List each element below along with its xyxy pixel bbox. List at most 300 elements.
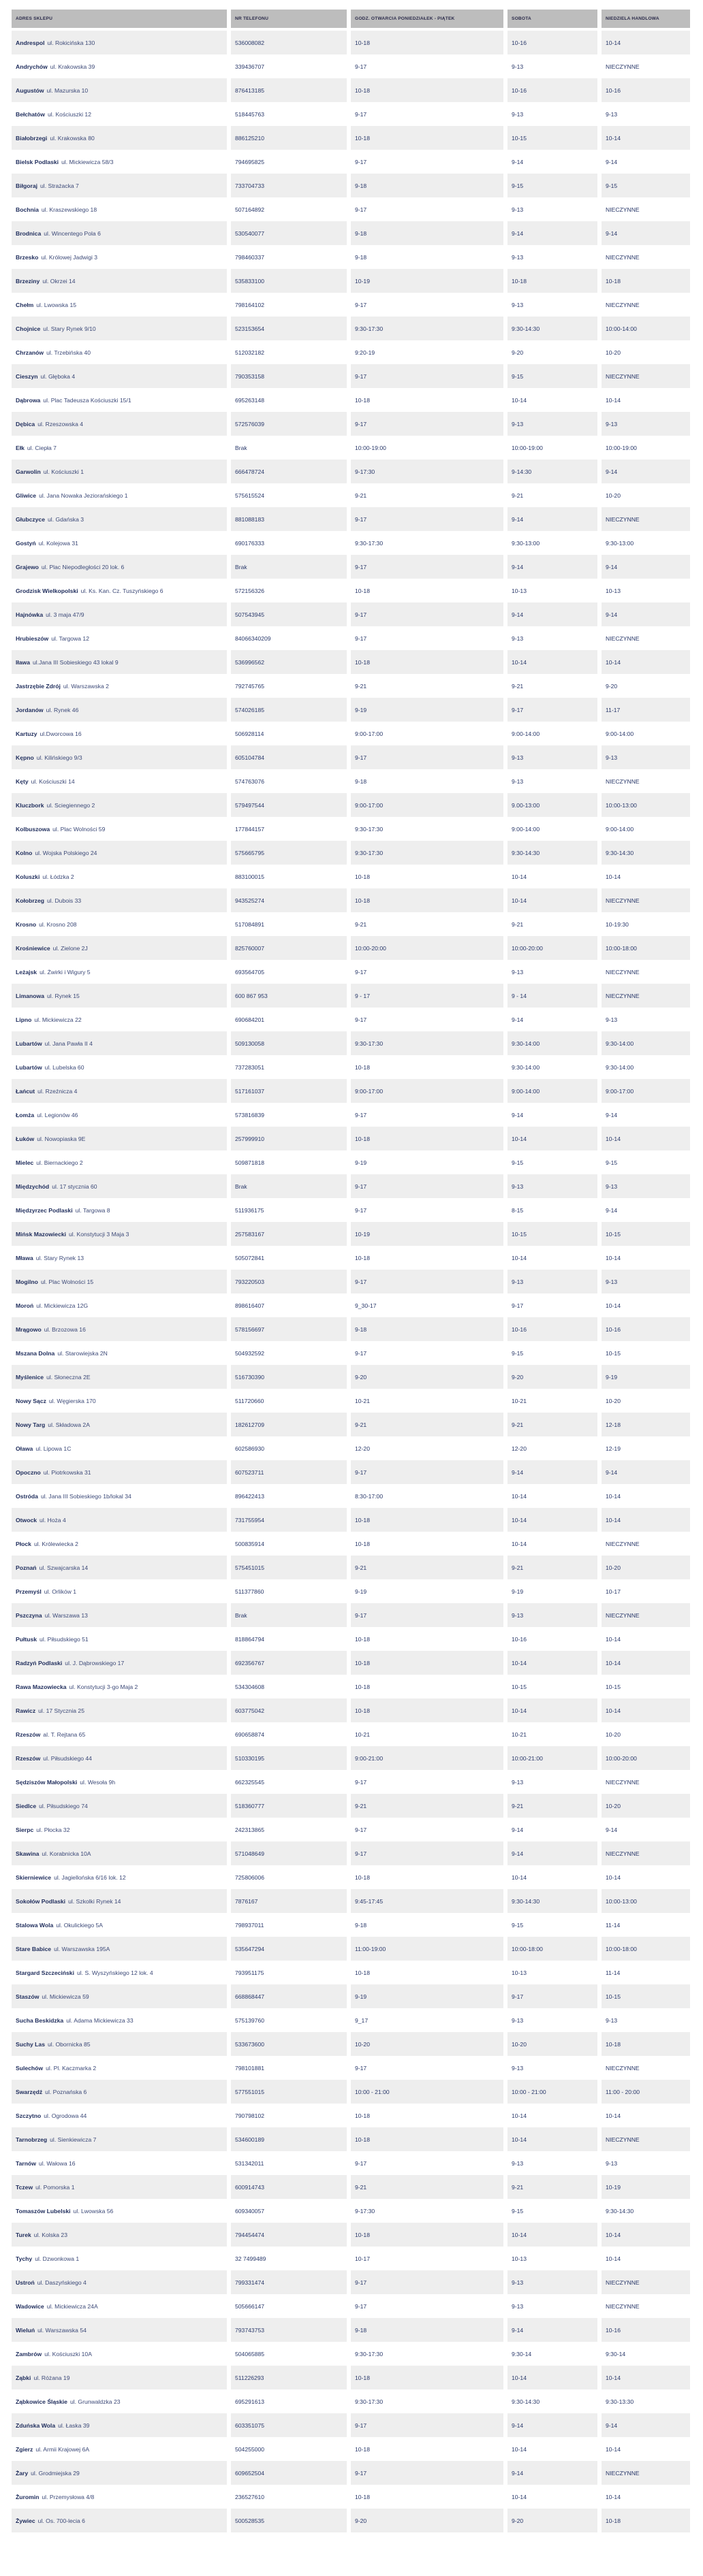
store-address-cell xyxy=(12,126,227,150)
store-address-cell xyxy=(12,1579,227,1603)
store-street: ul. Konstytucji 3 Maja 3 xyxy=(69,1230,129,1238)
store-street: ul. Jana Pawła II 4 xyxy=(44,1040,93,1047)
store-city: Lipno xyxy=(16,1016,32,1023)
store-street: ul. Piłsudskiego 74 xyxy=(39,1802,88,1809)
sunday-hours: 10-14 xyxy=(602,2247,690,2270)
store-phone: 609652504 xyxy=(231,2461,347,2485)
sunday-hours: NIECZYNNE xyxy=(602,2294,690,2318)
table-row xyxy=(12,1818,690,1841)
store-phone: 7876167 xyxy=(231,1889,347,1913)
store-phone: 535833100 xyxy=(231,269,347,293)
weekday-hours: 9-17 xyxy=(351,1174,503,1198)
sunday-hours: 10-18 xyxy=(602,2032,690,2056)
store-city: Chojnice xyxy=(16,325,41,332)
store-street: ul. Plac Tadeusza Kościuszki 15/1 xyxy=(43,396,131,404)
saturday-hours: 9-20 xyxy=(507,340,597,364)
sunday-hours: 9-20 xyxy=(602,674,690,698)
table-row xyxy=(12,197,690,221)
store-address-cell xyxy=(12,912,227,936)
table-row xyxy=(12,2175,690,2199)
table-row xyxy=(12,2294,690,2318)
saturday-hours: 9-14 xyxy=(507,2318,597,2342)
store-address-cell xyxy=(12,2366,227,2389)
sunday-hours: 10-14 xyxy=(602,126,690,150)
table-row xyxy=(12,1436,690,1460)
saturday-hours: 10-14 xyxy=(507,2127,597,2151)
weekday-hours: 9_30-17 xyxy=(351,1293,503,1317)
saturday-hours: 10:00-18:00 xyxy=(507,1937,597,1961)
sunday-hours: 10-15 xyxy=(602,1222,690,1246)
store-city: Ełk xyxy=(16,444,25,451)
saturday-hours: 9-14 xyxy=(507,1008,597,1031)
store-phone: 531342011 xyxy=(231,2151,347,2175)
store-address-cell xyxy=(12,769,227,793)
store-address-cell xyxy=(12,674,227,698)
sunday-hours: 9-14 xyxy=(602,555,690,579)
sunday-hours: 9-13 xyxy=(602,1270,690,1293)
store-phone: 530540077 xyxy=(231,221,347,245)
table-row xyxy=(12,865,690,888)
store-street: ul. Rokicińska 130 xyxy=(47,39,95,46)
store-street: ul. Rynek 46 xyxy=(46,706,79,713)
store-address-cell xyxy=(12,1341,227,1365)
store-street: ul. Nowopiaska 9E xyxy=(37,1135,86,1142)
table-row xyxy=(12,1675,690,1698)
saturday-hours: 10-14 xyxy=(507,1484,597,1508)
table-row xyxy=(12,1150,690,1174)
store-street: ul. Wałowa 16 xyxy=(38,2159,76,2167)
store-street: ul. Plac Wolności 59 xyxy=(52,825,106,833)
store-address-cell xyxy=(12,1031,227,1055)
saturday-hours: 9-15 xyxy=(507,1341,597,1365)
table-row xyxy=(12,531,690,555)
store-address-cell xyxy=(12,1293,227,1317)
store-street: ul. Pomorska 1 xyxy=(35,2183,75,2191)
store-street: ul. Warszawska 195A xyxy=(54,1945,110,1952)
table-row xyxy=(12,1079,690,1103)
table-row xyxy=(12,1055,690,1079)
weekday-hours: 10-18 xyxy=(351,650,503,674)
saturday-hours: 9-13 xyxy=(507,626,597,650)
saturday-hours: 10-14 xyxy=(507,2223,597,2247)
store-street: ul. Piłsudskiego 51 xyxy=(40,1635,89,1643)
weekday-hours: 9-19 xyxy=(351,1579,503,1603)
store-city: Szczytno xyxy=(16,2112,42,2119)
store-phone: 84066340209 xyxy=(231,626,347,650)
store-city: Turek xyxy=(16,2231,31,2238)
store-street: ul. Żwirki i Wigury 5 xyxy=(40,968,91,976)
store-city: Rawicz xyxy=(16,1707,36,1714)
weekday-hours: 9-19 xyxy=(351,698,503,722)
sunday-hours: 10-14 xyxy=(602,1484,690,1508)
sunday-hours: 10-16 xyxy=(602,1317,690,1341)
store-street: ul. Ks. Kan. Cz. Tuszyńskiego 6 xyxy=(80,587,163,594)
store-street: ul. Różana 19 xyxy=(33,2374,70,2381)
table-row xyxy=(12,269,690,293)
store-phone: 257999910 xyxy=(231,1127,347,1150)
store-city: Brzesko xyxy=(16,253,39,261)
saturday-hours: 9-21 xyxy=(507,1794,597,1818)
store-phone: 507543945 xyxy=(231,602,347,626)
store-street: ul. Plac Niepodległości 20 lok. 6 xyxy=(41,563,125,570)
saturday-hours: 9-13 xyxy=(507,1174,597,1198)
sunday-hours: 9-13 xyxy=(602,1174,690,1198)
store-city: Limanowa xyxy=(16,992,45,999)
store-address-cell xyxy=(12,78,227,102)
store-street: ul. Kraszewskiego 18 xyxy=(41,206,97,213)
weekday-hours: 10-18 xyxy=(351,888,503,912)
saturday-hours: 9-15 xyxy=(507,1150,597,1174)
table-row xyxy=(12,769,690,793)
store-address-cell xyxy=(12,150,227,174)
sunday-hours: 9-14 xyxy=(602,1460,690,1484)
store-city: Tarnów xyxy=(16,2159,36,2167)
weekday-hours: 10-18 xyxy=(351,865,503,888)
store-address-cell xyxy=(12,1413,227,1436)
table-row xyxy=(12,1008,690,1031)
store-phone: 790798102 xyxy=(231,2104,347,2127)
store-address-cell xyxy=(12,1246,227,1270)
store-street: ul. Strażacka 7 xyxy=(40,182,79,189)
sunday-hours: 9-13 xyxy=(602,2008,690,2032)
table-row xyxy=(12,1317,690,1341)
store-city: Mielec xyxy=(16,1159,34,1166)
store-street: ul. Daszyńskiego 4 xyxy=(37,2279,87,2286)
store-street: ul. Mickiewicza 58/3 xyxy=(61,158,114,165)
sunday-hours: NIECZYNNE xyxy=(602,1532,690,1556)
saturday-hours: 10-15 xyxy=(507,1675,597,1698)
store-address-cell xyxy=(12,602,227,626)
sunday-hours: 9:30-13:30 xyxy=(602,2389,690,2413)
store-phone: 668868447 xyxy=(231,1984,347,2008)
saturday-hours: 9-15 xyxy=(507,174,597,197)
table-row xyxy=(12,483,690,507)
table-body xyxy=(12,31,690,2532)
weekday-hours: 9-17 xyxy=(351,1818,503,1841)
weekday-hours: 9-17:30 xyxy=(351,460,503,483)
store-street: ul. Wincentego Pola 6 xyxy=(44,229,101,237)
weekday-hours: 10-18 xyxy=(351,1675,503,1698)
store-address-cell xyxy=(12,412,227,436)
weekday-hours: 9-17 xyxy=(351,150,503,174)
store-phone: 896422413 xyxy=(231,1484,347,1508)
saturday-hours: 9-15 xyxy=(507,364,597,388)
saturday-hours: 10-14 xyxy=(507,1651,597,1675)
store-phone: 733704733 xyxy=(231,174,347,197)
store-phone: 603351075 xyxy=(231,2413,347,2437)
store-city: Opoczno xyxy=(16,1468,41,1476)
table-row xyxy=(12,1341,690,1365)
store-phone: 574763076 xyxy=(231,769,347,793)
store-phone: 523153654 xyxy=(231,317,347,340)
store-street: ul.Jana III Sobieskiego 43 lokal 9 xyxy=(33,658,119,666)
sunday-hours: NIECZYNNE xyxy=(602,960,690,984)
weekday-hours: 9-18 xyxy=(351,1317,503,1341)
store-phone: Brak xyxy=(231,555,347,579)
store-city: Poznań xyxy=(16,1564,37,1571)
store-city: Mińsk Mazowiecki xyxy=(16,1230,67,1238)
store-phone: 575139760 xyxy=(231,2008,347,2032)
store-street: ul. Trzebińska 40 xyxy=(46,349,91,356)
weekday-hours: 9:00-21:00 xyxy=(351,1746,503,1770)
store-address-cell xyxy=(12,2104,227,2127)
saturday-hours: 9:00-14:00 xyxy=(507,817,597,841)
saturday-hours: 9-21 xyxy=(507,912,597,936)
table-row xyxy=(12,1103,690,1127)
table-row xyxy=(12,293,690,317)
store-street: ul. Łódzka 2 xyxy=(42,873,74,880)
store-address-cell xyxy=(12,1675,227,1698)
store-phone: 511720660 xyxy=(231,1389,347,1413)
store-phone: 602586930 xyxy=(231,1436,347,1460)
store-city: Pszczyna xyxy=(16,1611,42,1619)
store-phone: 600 867 953 xyxy=(231,984,347,1008)
weekday-hours: 10-18 xyxy=(351,388,503,412)
table-row xyxy=(12,793,690,817)
store-city: Lubartów xyxy=(16,1040,42,1047)
store-street: ul. Kościuszki 12 xyxy=(47,110,91,118)
store-phone: 798937011 xyxy=(231,1913,347,1937)
sunday-hours: NIECZYNNE xyxy=(602,2056,690,2080)
weekday-hours: 10-18 xyxy=(351,2437,503,2461)
weekday-hours: 9-17 xyxy=(351,507,503,531)
store-address-cell xyxy=(12,31,227,54)
table-row xyxy=(12,1031,690,1055)
weekday-hours: 9-19 xyxy=(351,1150,503,1174)
saturday-hours: 10-13 xyxy=(507,2247,597,2270)
saturday-hours: 9:00-14:00 xyxy=(507,1079,597,1103)
store-street: ul. Piłsudskiego 44 xyxy=(43,1754,92,1762)
sunday-hours: 10-17 xyxy=(602,1579,690,1603)
weekday-hours: 10-18 xyxy=(351,1532,503,1556)
store-city: Skierniewice xyxy=(16,1873,52,1881)
store-phone: 572156326 xyxy=(231,579,347,602)
weekday-hours: 10-21 xyxy=(351,1722,503,1746)
store-city: Zduńska Wola xyxy=(16,2421,56,2429)
weekday-hours: 9-20 xyxy=(351,2509,503,2532)
weekday-hours: 10-18 xyxy=(351,1246,503,1270)
store-city: Kołobrzeg xyxy=(16,897,45,904)
table-row xyxy=(12,2342,690,2366)
store-phone: 793951175 xyxy=(231,1961,347,1984)
weekday-hours: 9:30-17:30 xyxy=(351,2342,503,2366)
store-street: ul. Wojska Polskiego 24 xyxy=(35,849,97,856)
weekday-hours: 9-17 xyxy=(351,1008,503,1031)
sunday-hours: 10-14 xyxy=(602,2437,690,2461)
store-phone: 609340057 xyxy=(231,2199,347,2223)
table-row xyxy=(12,1413,690,1436)
saturday-hours: 9:30-13:00 xyxy=(507,531,597,555)
store-street: ul. Stary Rynek 13 xyxy=(35,1254,84,1261)
store-street: ul. Brzozowa 16 xyxy=(44,1325,86,1333)
table-row xyxy=(12,841,690,865)
store-city: Mogilno xyxy=(16,1278,38,1285)
table-row xyxy=(12,936,690,960)
weekday-hours: 9:30-17:30 xyxy=(351,2389,503,2413)
store-city: Rzeszów xyxy=(16,1730,41,1738)
table-row xyxy=(12,507,690,531)
weekday-hours: 9-21 xyxy=(351,483,503,507)
weekday-hours: 12-20 xyxy=(351,1436,503,1460)
weekday-hours: 9-21 xyxy=(351,1413,503,1436)
weekday-hours: 11:00-19:00 xyxy=(351,1937,503,1961)
weekday-hours: 10:00 - 21:00 xyxy=(351,2080,503,2104)
store-phone: 883100015 xyxy=(231,865,347,888)
weekday-hours: 9:45-17:45 xyxy=(351,1889,503,1913)
weekday-hours: 9-17 xyxy=(351,2056,503,2080)
store-city: Ostróda xyxy=(16,1492,38,1500)
saturday-hours: 9-14:30 xyxy=(507,460,597,483)
weekday-hours: 10-18 xyxy=(351,31,503,54)
saturday-hours: 9-13 xyxy=(507,412,597,436)
store-address-cell xyxy=(12,1055,227,1079)
store-phone: 600914743 xyxy=(231,2175,347,2199)
store-street: ul. Grunwaldzka 23 xyxy=(69,2398,121,2405)
table-row xyxy=(12,1484,690,1508)
sunday-hours: 9:00-17:00 xyxy=(602,1079,690,1103)
store-street: ul. Lwowska 15 xyxy=(36,301,77,308)
sunday-hours: 9-13 xyxy=(602,102,690,126)
sunday-hours: 9-14 xyxy=(602,602,690,626)
table-row xyxy=(12,1556,690,1579)
store-address-cell xyxy=(12,1103,227,1127)
store-city: Tarnobrzeg xyxy=(16,2136,48,2143)
store-phone: 574026185 xyxy=(231,698,347,722)
store-phone: 518445763 xyxy=(231,102,347,126)
store-phone: 534600189 xyxy=(231,2127,347,2151)
store-city: Andrespol xyxy=(16,39,45,46)
store-phone: 799331474 xyxy=(231,2270,347,2294)
store-city: Krosno xyxy=(16,920,37,928)
saturday-hours: 10-16 xyxy=(507,31,597,54)
store-address-cell xyxy=(12,1365,227,1389)
saturday-hours: 10:00-19:00 xyxy=(507,436,597,460)
table-row xyxy=(12,2247,690,2270)
saturday-hours: 10-21 xyxy=(507,1389,597,1413)
sunday-hours: 10-16 xyxy=(602,2318,690,2342)
store-address-cell xyxy=(12,1794,227,1818)
store-phone: 798460337 xyxy=(231,245,347,269)
table-row xyxy=(12,626,690,650)
saturday-hours: 9-21 xyxy=(507,2175,597,2199)
store-city: Sulechów xyxy=(16,2064,44,2072)
store-address-cell xyxy=(12,388,227,412)
weekday-hours: 9-17 xyxy=(351,1770,503,1794)
weekday-hours: 9-18 xyxy=(351,1913,503,1937)
table-row xyxy=(12,1579,690,1603)
table-row xyxy=(12,1270,690,1293)
table-row xyxy=(12,722,690,745)
store-city: Bielsk Podlaski xyxy=(16,158,59,165)
store-address-cell xyxy=(12,2008,227,2032)
saturday-hours: 10-14 xyxy=(507,388,597,412)
sunday-hours: NIECZYNNE xyxy=(602,769,690,793)
saturday-hours: 10-14 xyxy=(507,1698,597,1722)
store-city: Skawina xyxy=(16,1850,40,1857)
store-city: Sucha Beskidzka xyxy=(16,2016,64,2024)
saturday-hours: 9-14 xyxy=(507,2461,597,2485)
table-row xyxy=(12,2413,690,2437)
table-row xyxy=(12,984,690,1008)
saturday-hours: 10-14 xyxy=(507,1508,597,1532)
store-address-cell xyxy=(12,2080,227,2104)
store-phone: 339436707 xyxy=(231,54,347,78)
saturday-hours: 9-13 xyxy=(507,197,597,221)
store-phone: 577551015 xyxy=(231,2080,347,2104)
sunday-hours: 10-20 xyxy=(602,1556,690,1579)
store-street: ul. Adama Mickiewicza 33 xyxy=(66,2016,134,2024)
store-address-cell xyxy=(12,817,227,841)
store-street: ul. Rzeszowska 4 xyxy=(37,420,84,428)
weekday-hours: 9-17 xyxy=(351,602,503,626)
table-row xyxy=(12,1222,690,1246)
sunday-hours: 10-14 xyxy=(602,388,690,412)
sunday-hours: 10-14 xyxy=(602,1651,690,1675)
store-street: ul. Krakowska 80 xyxy=(50,134,95,142)
store-street: ul. Węgierska 170 xyxy=(48,1397,96,1404)
table-row xyxy=(12,1841,690,1865)
store-address-cell xyxy=(12,1556,227,1579)
table-row xyxy=(12,1246,690,1270)
sunday-hours: 10-18 xyxy=(602,269,690,293)
store-address-cell xyxy=(12,102,227,126)
weekday-hours: 9-17 xyxy=(351,2461,503,2485)
store-address-cell xyxy=(12,745,227,769)
store-address-cell xyxy=(12,984,227,1008)
store-city: Tomaszów Lubelski xyxy=(16,2207,71,2215)
store-phone: 504065885 xyxy=(231,2342,347,2366)
table-row xyxy=(12,126,690,150)
store-phone: 792745765 xyxy=(231,674,347,698)
store-city: Grajewo xyxy=(16,563,39,570)
sunday-hours: NIECZYNNE xyxy=(602,2461,690,2485)
saturday-hours: 9-14 xyxy=(507,1818,597,1841)
saturday-hours: 10:00-20:00 xyxy=(507,936,597,960)
sunday-hours: 9-14 xyxy=(602,1103,690,1127)
table-row xyxy=(12,1198,690,1222)
weekday-hours: 9-17 xyxy=(351,54,503,78)
store-street: ul. Kościuszki 1 xyxy=(43,468,84,475)
store-phone: 573816839 xyxy=(231,1103,347,1127)
table-row xyxy=(12,436,690,460)
store-street: ul. Zielone 2J xyxy=(52,944,88,952)
store-street: ul. Kościuszki 10A xyxy=(44,2350,92,2357)
sunday-hours: 10:00-13:00 xyxy=(602,793,690,817)
store-phone: 257583167 xyxy=(231,1222,347,1246)
weekday-hours: 9:00-17:00 xyxy=(351,1079,503,1103)
saturday-hours: 9-13 xyxy=(507,2056,597,2080)
store-street: ul. J. Dąbrowskiego 17 xyxy=(65,1659,125,1667)
weekday-hours: 9-18 xyxy=(351,769,503,793)
sunday-hours: NIECZYNNE xyxy=(602,1770,690,1794)
store-address-cell xyxy=(12,1889,227,1913)
store-city: Nowy Targ xyxy=(16,1421,46,1428)
store-street: ul. Warszawska 2 xyxy=(63,682,109,690)
store-phone: 536996562 xyxy=(231,650,347,674)
store-address-cell xyxy=(12,436,227,460)
weekday-hours: 10-18 xyxy=(351,2223,503,2247)
saturday-hours: 9-14 xyxy=(507,507,597,531)
store-address-cell xyxy=(12,1698,227,1722)
weekday-hours: 10-19 xyxy=(351,1222,503,1246)
store-phone: 242313865 xyxy=(231,1818,347,1841)
weekday-hours: 9 - 17 xyxy=(351,984,503,1008)
saturday-hours: 9-13 xyxy=(507,1603,597,1627)
weekday-hours: 9:00-17:00 xyxy=(351,722,503,745)
weekday-hours: 9-17 xyxy=(351,1198,503,1222)
store-address-cell xyxy=(12,1150,227,1174)
header-address: ADRES SKLEPU xyxy=(12,10,227,28)
